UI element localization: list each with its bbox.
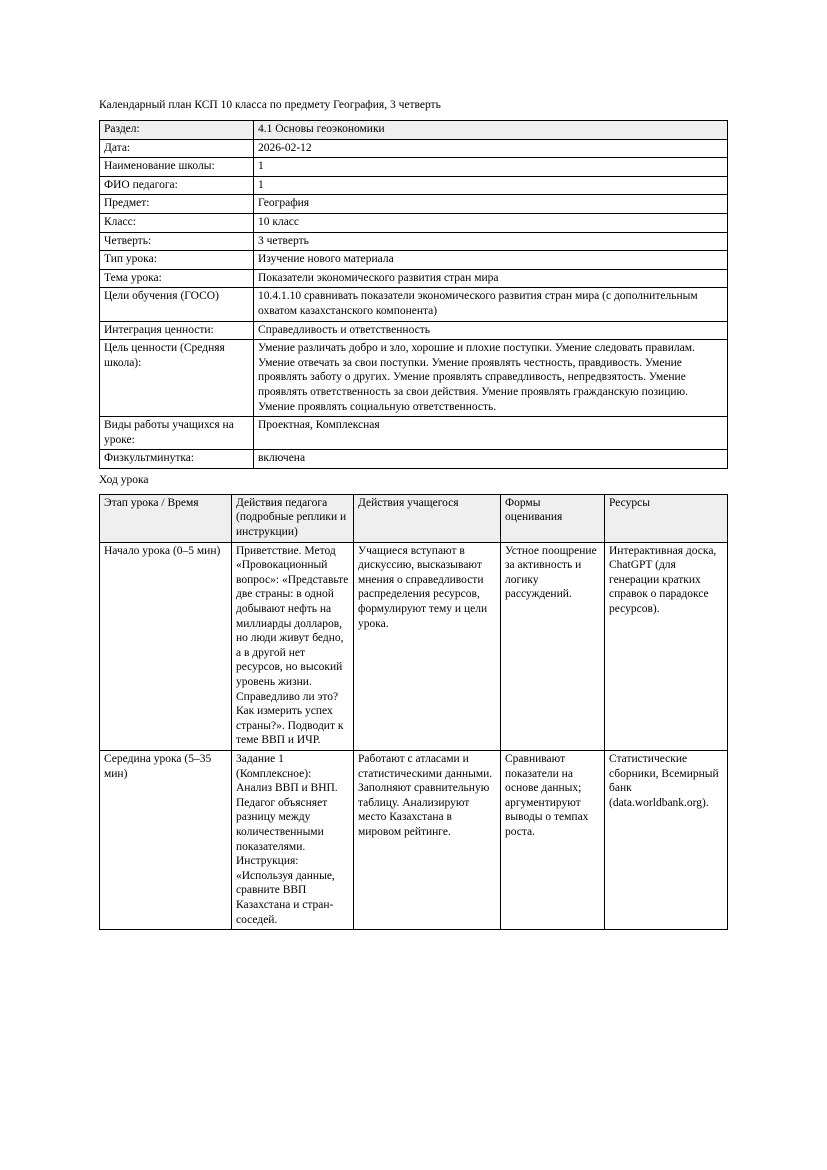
info-row-value: Показатели экономического развития стран мира (254, 269, 728, 288)
document-content (99, 98, 727, 930)
info-row-label: Тема урока: (100, 269, 254, 288)
column-header: Формы оценивания (501, 494, 605, 542)
info-row-value: 10.4.1.10 сравнивать показатели экономического развития стран мира (с дополнительным охватом казахстанского компонента) (254, 288, 728, 321)
info-row-value: 1 (254, 176, 728, 195)
table-row (100, 750, 728, 929)
student-actions-cell: Работают с атласами и статистическими данными. Заполняют сравнительную таблицу. Анализируют место Казахстана в мировом рейтинге. (354, 750, 501, 929)
info-row-label: Класс: (100, 213, 254, 232)
info-row-label: Раздел: (100, 121, 254, 140)
info-row-value: 1 (254, 158, 728, 177)
info-row-label: ФИО педагога: (100, 176, 254, 195)
info-row-label: Наименование школы: (100, 158, 254, 177)
table-row (100, 195, 728, 214)
info-row-value: 10 класс (254, 213, 728, 232)
table-row (100, 269, 728, 288)
info-row-value: География (254, 195, 728, 214)
info-row-label: Виды работы учащихся на уроке: (100, 417, 254, 450)
info-row-value: Умение различать добро и зло, хорошие и плохие поступки. Умение следовать правилам. Умение отвечать за свои поступки. Умение проявлять честность, правдивость. Умение проявлять заботу о других. Умение проявлять справедливость, непредвзятость. Умение проявлять ответственность за свои действия. Умение проявлять гражданскую позицию. Умение проявлять социальную ответственность. (254, 340, 728, 417)
info-row-value: 4.1 Основы геоэкономики (254, 121, 728, 140)
column-header: Ресурсы (605, 494, 728, 542)
lesson-flow-heading: Ход урока (99, 473, 149, 486)
info-row-value: Изучение нового материала (254, 251, 728, 270)
info-row-label: Четверть: (100, 232, 254, 251)
info-row-value: 2026-02-12 (254, 139, 728, 158)
resources-cell: Статистические сборники, Всемирный банк (data.worldbank.org). (605, 750, 728, 929)
table-row (100, 340, 728, 417)
table-row (100, 288, 728, 321)
info-row-label: Дата: (100, 139, 254, 158)
info-row-value: Справедливость и ответственность (254, 321, 728, 340)
column-header: Действия педагога (подробные реплики и инструкции) (232, 494, 354, 542)
table-row (100, 321, 728, 340)
stage-cell: Середина урока (5–35 мин) (100, 750, 232, 929)
lesson-info-table (99, 120, 728, 469)
table-row (100, 213, 728, 232)
table-header-row (100, 494, 728, 542)
info-row-label: Предмет: (100, 195, 254, 214)
assessment-cell: Устное поощрение за активность и логику рассуждений. (501, 542, 605, 750)
info-row-value: Проектная, Комплексная (254, 417, 728, 450)
assessment-cell: Сравнивают показатели на основе данных; аргументируют выводы о темпах роста. (501, 750, 605, 929)
table-row (100, 232, 728, 251)
teacher-actions-cell: Приветствие. Метод «Провокационный вопрос»: «Представьте две страны: в одной добывают нефть на миллиарды долларов, но люди живут бедно, а в другой нет ресурсов, но высокий уровень жизни. Справедливо ли это? Как измерить успех страны?». Подводит к теме ВВП и ИЧР. (232, 542, 354, 750)
stage-cell: Начало урока (0–5 мин) (100, 542, 232, 750)
lesson-flow-table-body (100, 542, 728, 929)
table-row (100, 139, 728, 158)
teacher-actions-cell: Задание 1 (Комплексное): Анализ ВВП и ВНП. Педагог объясняет разницу между количественными показателями. Инструкция: «Используя данные, сравните ВВП Казахстана и стран-соседей. (232, 750, 354, 929)
lesson-info-table-body (100, 121, 728, 469)
info-row-label: Цель ценности (Средняя школа): (100, 340, 254, 417)
lesson-flow-table-head (100, 494, 728, 542)
table-row (100, 176, 728, 195)
info-row-label: Тип урока: (100, 251, 254, 270)
column-header: Этап урока / Время (100, 494, 232, 542)
table-row (100, 121, 728, 140)
info-row-label: Цели обучения (ГОСО) (100, 288, 254, 321)
info-row-value: 3 четверть (254, 232, 728, 251)
info-row-label: Интеграция ценности: (100, 321, 254, 340)
table-row (100, 417, 728, 450)
resources-cell: Интерактивная доска, ChatGPT (для генерации кратких справок о парадоксе ресурсов). (605, 542, 728, 750)
page-title: Календарный план КСП 10 класса по предмету География, 3 четверть (99, 99, 441, 111)
info-row-value: включена (254, 450, 728, 469)
info-row-label: Физкультминутка: (100, 450, 254, 469)
table-row (100, 450, 728, 469)
lesson-flow-table (99, 494, 728, 930)
table-row (100, 251, 728, 270)
student-actions-cell: Учащиеся вступают в дискуссию, высказывают мнения о справедливости распределения ресурсов, формулируют тему и цели урока. (354, 542, 501, 750)
column-header: Действия учащегося (354, 494, 501, 542)
table-row (100, 542, 728, 750)
table-row (100, 158, 728, 177)
